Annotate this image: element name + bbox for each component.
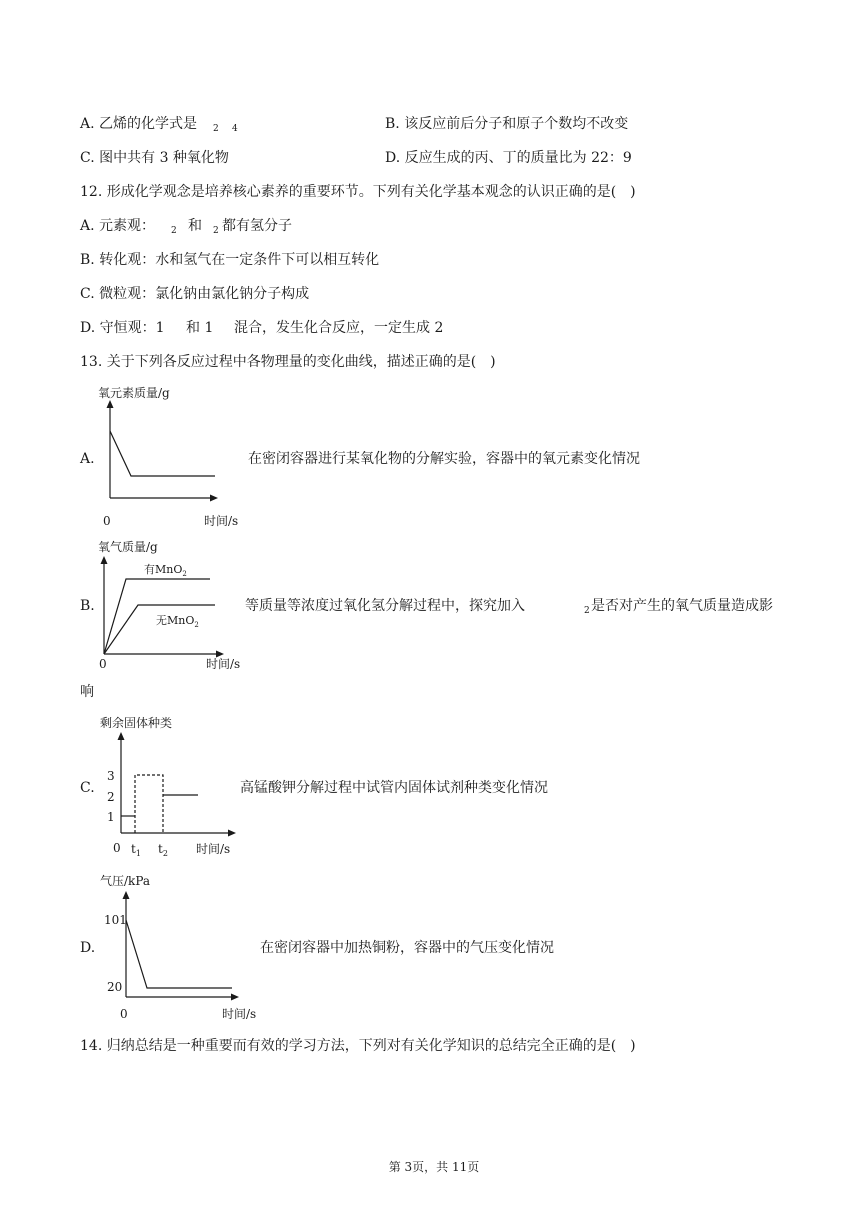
q12-option-a-sub1: 2 <box>171 226 177 236</box>
q12-option-a-mid: 和 <box>188 218 202 234</box>
graph-a-curve <box>110 431 215 476</box>
graph-a-origin: 0 <box>103 514 111 528</box>
graph-d-y-arrow <box>123 891 130 899</box>
graph-c-x-arrow <box>228 830 236 837</box>
q11-option-a-sub2: 4 <box>232 124 238 134</box>
graph-d-curve <box>126 920 232 988</box>
graph-c-t1: $t_1$ <box>131 842 141 858</box>
q12-option-b: B. 转化观：水和氢气在一定条件下可以相互转化 <box>80 252 380 268</box>
q13-option-a-graph <box>94 380 254 530</box>
q13-option-b-label: B. <box>80 598 95 614</box>
q13-option-b-desc-sub: 2 <box>584 606 590 616</box>
graph-d-tick-low: 20 <box>107 980 123 994</box>
graph-d-x-arrow <box>231 994 239 1001</box>
q13-option-b-graph <box>94 536 254 672</box>
graph-c-y-arrow <box>118 732 125 740</box>
graph-c-tick-2: 2 <box>107 790 115 804</box>
graph-c-xlabel: 时间/s <box>196 842 231 856</box>
q12-option-d-3: 混合，发生化合反应，一定生成 2 <box>234 320 444 336</box>
graph-b-ylabel: 氧气质量/g <box>98 540 158 554</box>
q13-option-a-label: A. <box>80 451 95 467</box>
q12-option-a-sub2: 2 <box>213 226 219 236</box>
q11-option-d: D. 反应生成的丙、丁的质量比为 22：9 <box>385 150 632 166</box>
graph-a-ylabel: 氧元素质量/g <box>98 386 170 400</box>
graph-c-tick-3: 3 <box>107 769 115 783</box>
q12-option-a-suffix: 都有氢分子 <box>222 218 292 234</box>
graph-b-origin: 0 <box>99 657 107 671</box>
graph-b-series-bottom <box>104 605 215 654</box>
graph-c-ylabel: 剩余固体种类 <box>100 716 173 730</box>
q11-option-a-sub1: 2 <box>213 124 219 134</box>
q12-option-a-prefix: A. 元素观： <box>80 218 156 234</box>
graph-b-series-bottom-label: 无MnO$_2$ <box>156 614 199 629</box>
graph-a-xlabel: 时间/s <box>204 514 239 528</box>
q13-option-b-desc-1: 等质量等浓度过氧化氢分解过程中，探究加入 <box>245 598 525 614</box>
q13-option-a-desc: 在密闭容器进行某氧化物的分解实验，容器中的氧元素变化情况 <box>248 451 640 467</box>
q13-option-d-graph <box>96 866 266 1024</box>
q13-option-b-desc-cont: 响 <box>80 684 94 700</box>
q13-option-c-desc: 高锰酸钾分解过程中试管内固体试剂种类变化情况 <box>240 780 548 796</box>
graph-c-tick-1: 1 <box>107 810 115 824</box>
q11-option-a: A. 乙烯的化学式是 <box>80 116 198 132</box>
graph-a-x-arrow <box>210 495 218 502</box>
q12-option-d-1: D. 守恒观：1 <box>80 320 165 336</box>
q13-option-c-label: C. <box>80 780 95 796</box>
graph-c-step-3 <box>135 775 163 833</box>
q13-option-d-label: D. <box>80 940 96 956</box>
q11-option-b: B. 该反应前后分子和原子个数均不改变 <box>385 116 629 132</box>
q13-option-b-desc-2: 是否对产生的氧气质量造成影 <box>591 598 773 614</box>
q13-stem: 13. 关于下列各反应过程中各物理量的变化曲线，描述正确的是( ) <box>80 354 496 370</box>
graph-b-y-arrow <box>101 556 108 564</box>
q14-stem: 14. 归纳总结是一种重要而有效的学习方法，下列对有关化学知识的总结完全正确的是( ) <box>80 1038 636 1054</box>
page-footer: 第 3页，共 11页 <box>388 1160 480 1174</box>
graph-c-origin: 0 <box>113 841 121 855</box>
graph-d-origin: 0 <box>120 1007 128 1021</box>
graph-d-xlabel: 时间/s <box>222 1007 257 1021</box>
graph-d-tick-high: 101 <box>104 913 127 927</box>
q11-option-c: C. 图中共有 3 种氧化物 <box>80 150 229 166</box>
graph-d-ylabel: 气压/kPa <box>100 874 151 888</box>
graph-a-y-arrow <box>107 400 114 408</box>
q12-option-d-2: 和 1 <box>186 320 214 336</box>
graph-b-xlabel: 时间/s <box>206 657 241 671</box>
q13-option-c-graph <box>96 706 256 864</box>
graph-c-t2: $t_2$ <box>158 842 168 858</box>
q13-option-d-desc: 在密闭容器中加热铜粉，容器中的气压变化情况 <box>260 940 554 956</box>
q12-stem: 12. 形成化学观念是培养核心素养的重要环节。下列有关化学基本观念的认识正确的是( ) <box>80 184 636 200</box>
graph-b-series-top-label: 有MnO$_2$ <box>144 563 187 578</box>
q12-option-c: C. 微粒观：氯化钠由氯化钠分子构成 <box>80 286 310 302</box>
